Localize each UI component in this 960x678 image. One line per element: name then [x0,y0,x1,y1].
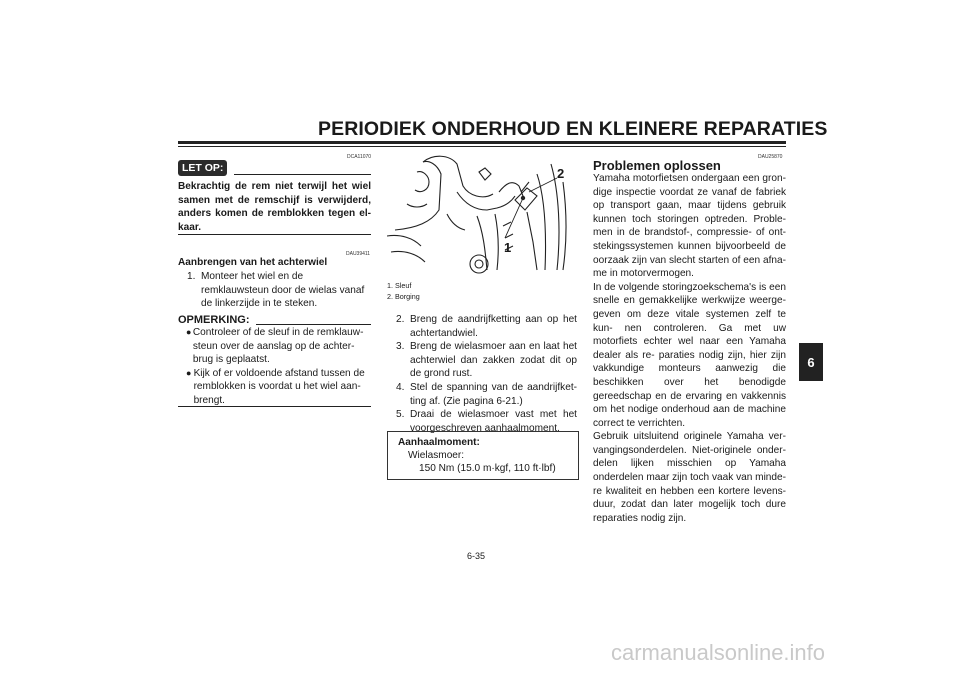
step-text: Breng de aandrijfketting aan op het achtertandwiel. [410,314,577,339]
step-item [387,381,577,408]
note-end-rule [178,406,371,407]
step-1-number: 1. [187,271,196,282]
callout-1: 1 [504,240,512,255]
step-number: 3. [396,341,405,353]
page-title: PERIODIEK ONDERHOUD EN KLEINERE REPARATIES [318,118,828,140]
middle-steps [387,313,577,435]
paragraph: Gebruik uitsluitend originele Yamaha ver- vangingsonderdelen. Niet-originele onder- delen lijken misschien op Yamaha onderdelen maar zijn toch vaak van minde- re kwaliteit en hebben een kortere levens- duur, zodat dan later mogelijk toch dure reparaties nodig zijn. [593,431,787,524]
caution-end-rule [178,234,371,235]
page-number: 6-35 [467,551,486,561]
figure-captions [387,280,420,302]
step-number: 2. [396,314,405,325]
caption-lock: 2. Borging [387,292,420,301]
watermark: carmanualsonline.info [611,640,826,665]
caliper-bracket-figure [387,152,582,277]
header-rule-thick [178,141,786,144]
note-label: OPMERKING: [178,314,250,326]
section-code-troubleshoot: DAU25870 [758,154,783,160]
step-text: Draai de wielasmoer vast met het voorgeschreven aanhaalmoment. [410,409,577,434]
bullet-icon: ● [186,367,192,378]
torque-value: 150 Nm (15.0 m·kgf, 110 ft·lbf) [419,463,556,474]
caution-code: DCA11070 [347,154,372,160]
step-item [387,313,577,340]
torque-title: Aanhaalmoment: [398,437,480,448]
header-rule-thin [178,146,786,147]
caution-rule [234,174,371,175]
note-rule [256,324,371,325]
note-bullet-list [186,326,371,408]
step-text: Stel de spanning van de aandrijfket- ting af. (Zie pagina 6-21.) [410,381,577,407]
bullet-icon: ● [186,327,192,337]
step-number: 5. [396,409,405,421]
section-title-troubleshoot: Problemen oplossen [593,158,721,173]
chapter-tab: 6 [799,343,823,381]
step-text: Breng de wielasmoer aan en laat het achterwiel dan zakken zodat dit op de grond rust. [410,341,577,380]
step-1-text: Monteer het wiel en de remklauwsteun door de wielas vanaf de linkerzijde in te steken. [201,271,365,310]
caution-badge: LET OP: [178,160,227,176]
caution-text: Bekrachtig de rem niet terwijl het wiel samen met de remschijf is verwijderd, anders komen de remblokken tegen el- kaar. [178,181,371,233]
note-bullet-item [186,367,371,408]
torque-spec-box [387,431,579,480]
note-bullet-text: Kijk of er voldoende afstand tussen de remblokken is voordat u het wiel aan- brengt. [193,367,365,406]
torque-item: Wielasmoer: [408,450,465,461]
step-item [387,340,577,381]
caption-slot: 1. Sleuf [387,281,412,290]
paragraph: Yamaha motorfietsen ondergaan een gron- dige inspectie voordat ze vanaf de fabriek op transport gaan, maar tijdens gebruik kunnen toch storingen optreden. Proble- men in de brandstof-, compressie- of ont- stekingssystemen kunnen bijvoorbeeld de oorzaak zijn van slecht starten of een afna- me in motorvermogen. [593,173,786,280]
note-bullet-item [186,326,371,367]
troubleshoot-body [593,172,786,525]
slot-marker [521,196,525,200]
section-title-rear-wheel: Aanbrengen van het achterwiel [178,257,328,268]
step-number: 4. [396,381,405,393]
note-bullet-text: Controleer of de sleuf in de remklauw- steun over de aanslag op de achter- brug is geplaatst. [192,327,364,366]
section-code: DAU39411 [346,251,371,257]
callout-2: 2 [557,166,565,181]
paragraph: In de volgende storingzoekschema's is een snelle en gemakkelijke werkwijze weerge- geven om deze vitale systemen zelf te kun- nen controleren. Ga met uw motorfiets echter wel naar een Yamaha dealer als re- paraties nodig zijn, hier zijn vakkundige monteurs aanwezig die beschikken over het benodigde gereedschap en de ervaring en vakkennis om het nodige onderhoud aan de machine correct te verrichten. [593,281,786,429]
